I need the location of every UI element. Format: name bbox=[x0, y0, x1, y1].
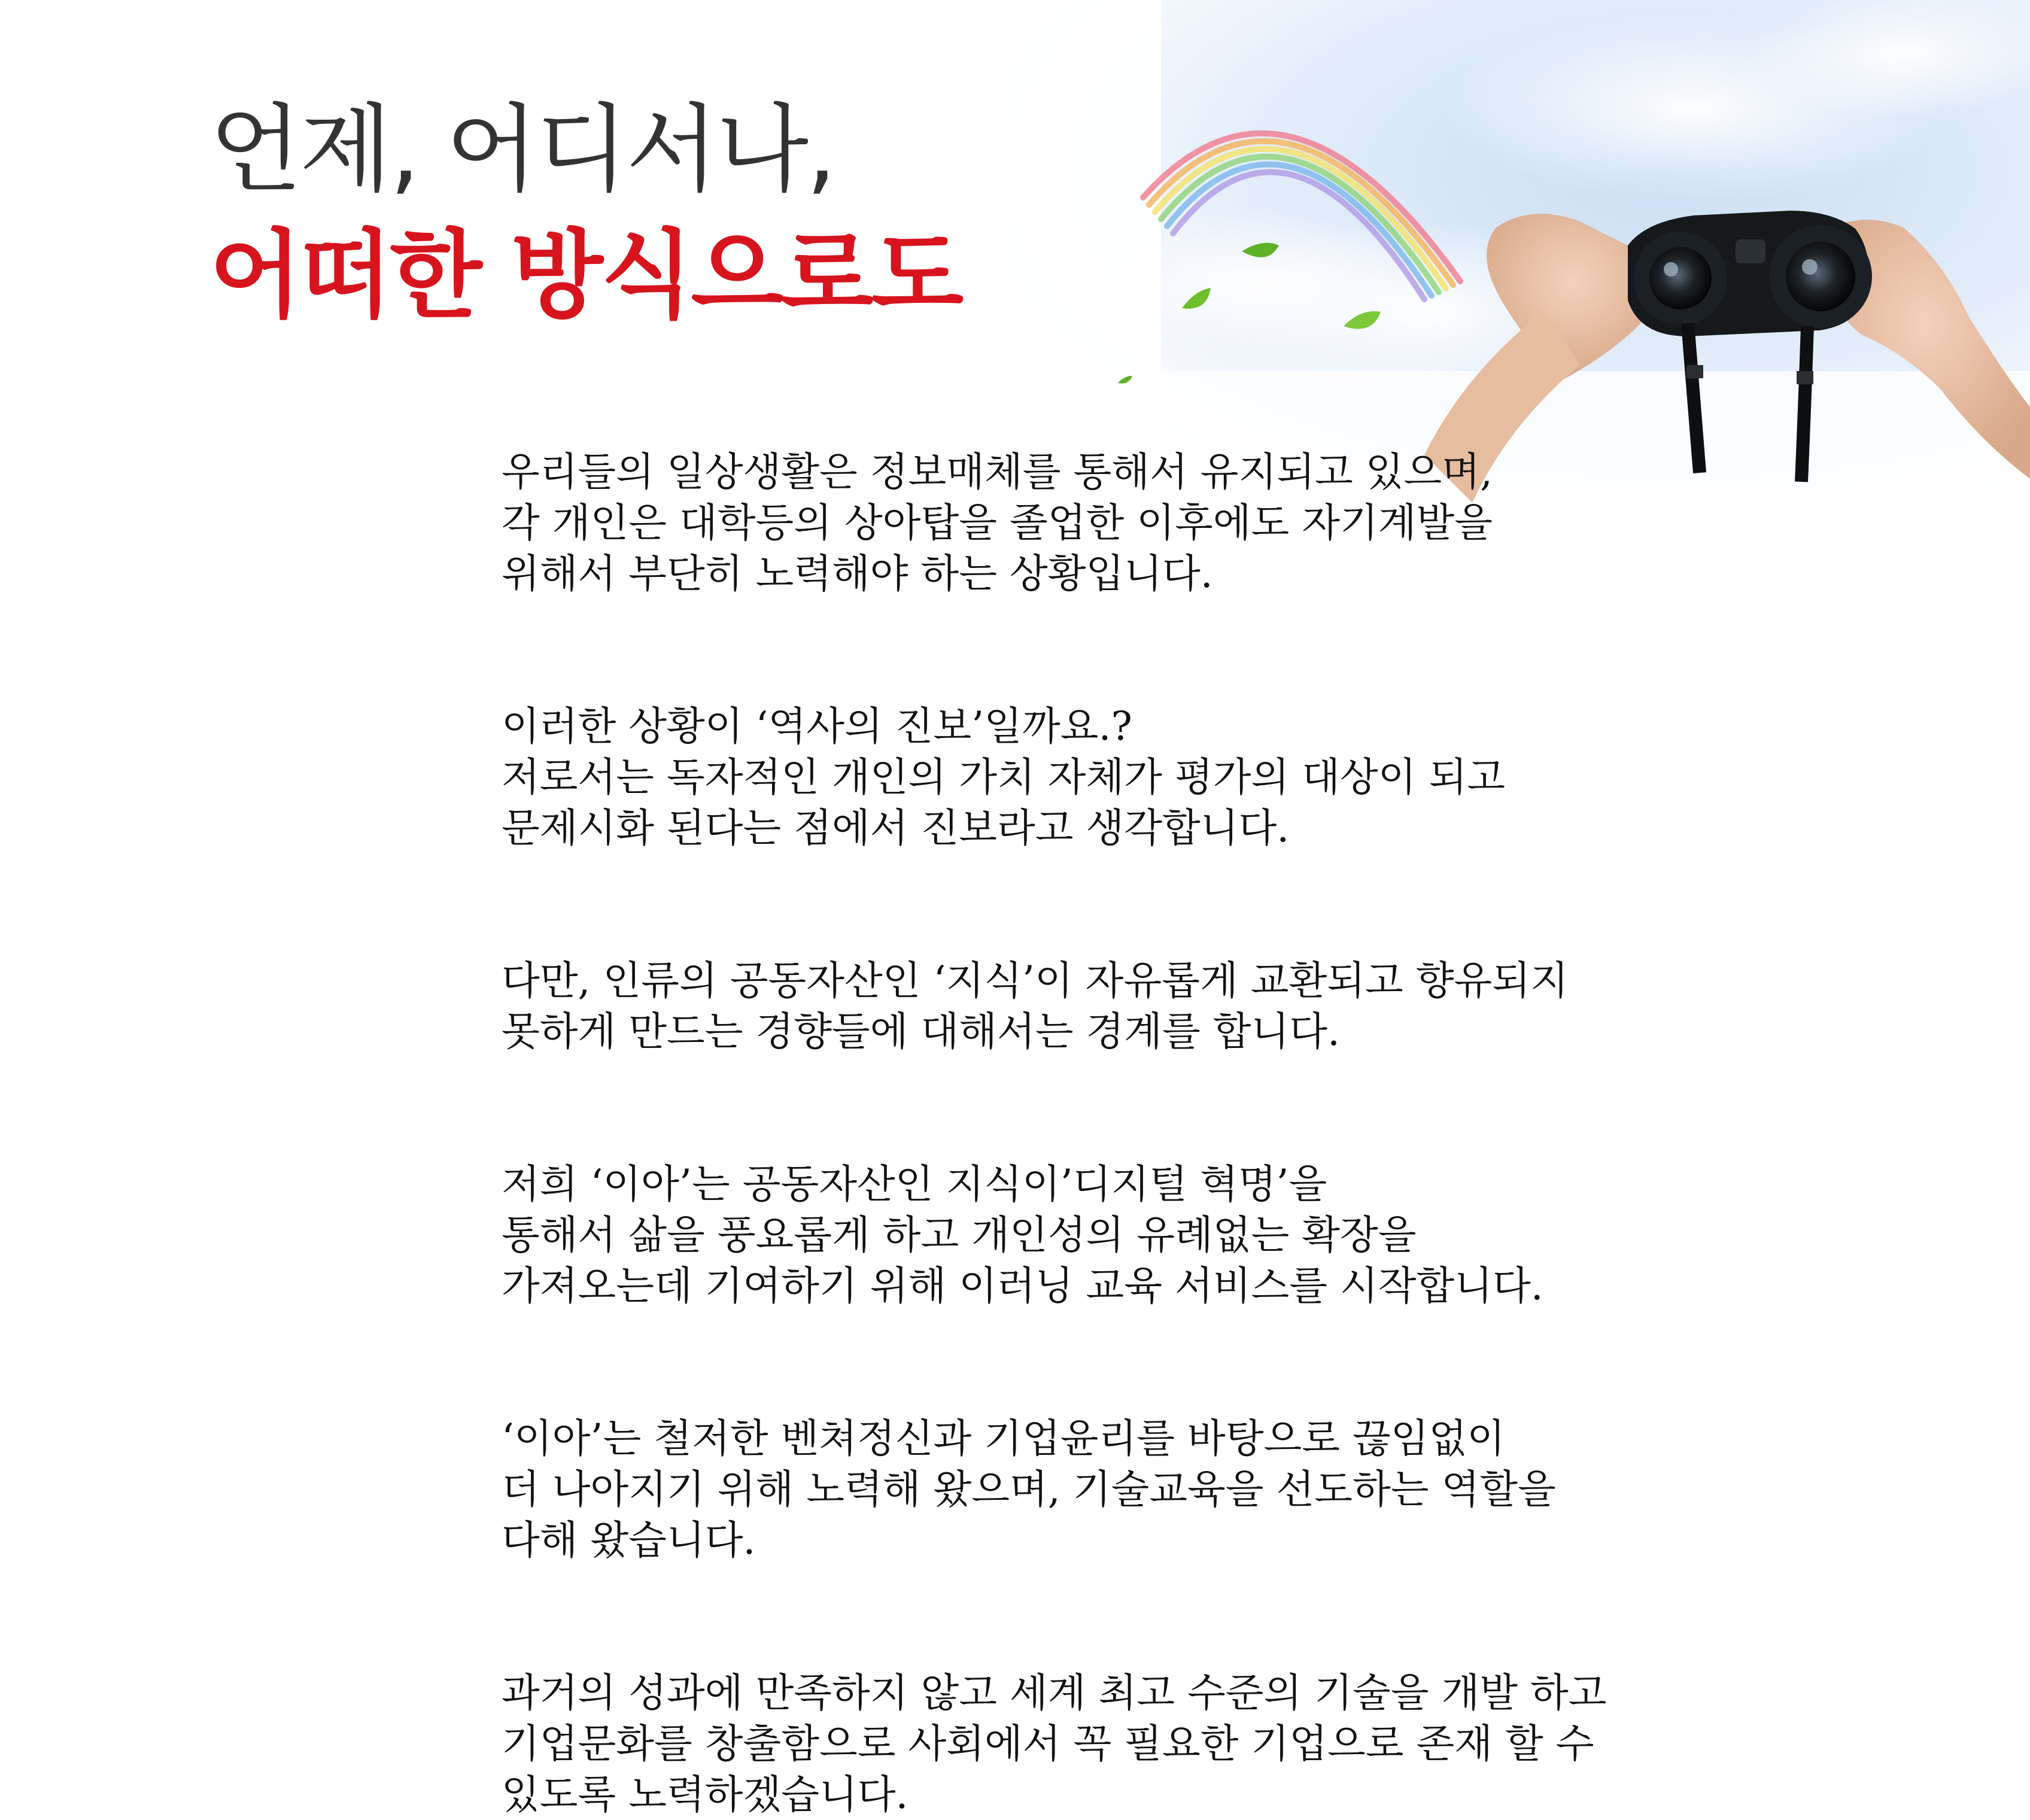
paragraph-6 bbox=[502, 1667, 1830, 1820]
headline bbox=[209, 90, 1107, 335]
text-line: 다만, 인류의 공동자산인 ‘지식’이 자유롭게 교환되고 향유되지 bbox=[502, 958, 1569, 1004]
paragraph-1 bbox=[502, 446, 1830, 599]
text-line: 못하게 만드는 경향들에 대해서는 경계를 합니다. bbox=[502, 1008, 1340, 1055]
text-line: 문제시화 된다는 점에서 진보라고 생각합니다. bbox=[502, 805, 1290, 851]
paragraph-3 bbox=[502, 955, 1830, 1057]
text-line: 각 개인은 대학등의 상아탑을 졸업한 이후에도 자기계발을 bbox=[502, 500, 1493, 546]
headline-line-2: 어떠한 방식으로도 bbox=[209, 219, 962, 331]
text-line: ‘이아’는 철저한 벤쳐정신과 기업윤리를 바탕으로 끊임없이 bbox=[502, 1415, 1505, 1462]
sky-banner bbox=[1005, 0, 2030, 491]
text-line: 더 나아지기 위해 노력해 왔으며, 기술교육을 선도하는 역할을 bbox=[502, 1466, 1556, 1512]
text-line: 위해서 부단히 노력해야 하는 상황입니다. bbox=[502, 551, 1213, 597]
text-line: 우리들의 일상생활은 정보매체를 통해서 유지되고 있으며, bbox=[502, 449, 1493, 495]
paragraph-2 bbox=[502, 701, 1830, 853]
text-line: 저희 ‘이아’는 공동자산인 지식이’디지털 혁명’을 bbox=[502, 1161, 1327, 1207]
text-line: 다해 왔습니다. bbox=[502, 1517, 756, 1563]
text-line: 통해서 삶을 풍요롭게 하고 개인성의 유례없는 확장을 bbox=[502, 1212, 1417, 1258]
paragraph-5 bbox=[502, 1413, 1830, 1566]
text-line: 있도록 노력하겠습니다. bbox=[502, 1772, 908, 1818]
text-line: 과거의 성과에 만족하지 않고 세계 최고 수준의 기술을 개발 하고 bbox=[502, 1670, 1607, 1716]
text-line: 가져오는데 기여하기 위해 이러닝 교육 서비스를 시작합니다. bbox=[502, 1263, 1543, 1309]
paragraph-4 bbox=[502, 1159, 1830, 1311]
text-line: 이러한 상황이 ‘역사의 진보’일까요.? bbox=[502, 703, 1132, 749]
intro-text bbox=[502, 446, 1830, 1820]
text-line: 저로서는 독자적인 개인의 가치 자체가 평가의 대상이 되고 bbox=[502, 754, 1505, 800]
headline-line-1: 언제, 어디서나, bbox=[209, 93, 834, 205]
text-line: 기업문화를 창출함으로 사회에서 꼭 필요한 기업으로 존재 할 수 bbox=[502, 1721, 1594, 1767]
